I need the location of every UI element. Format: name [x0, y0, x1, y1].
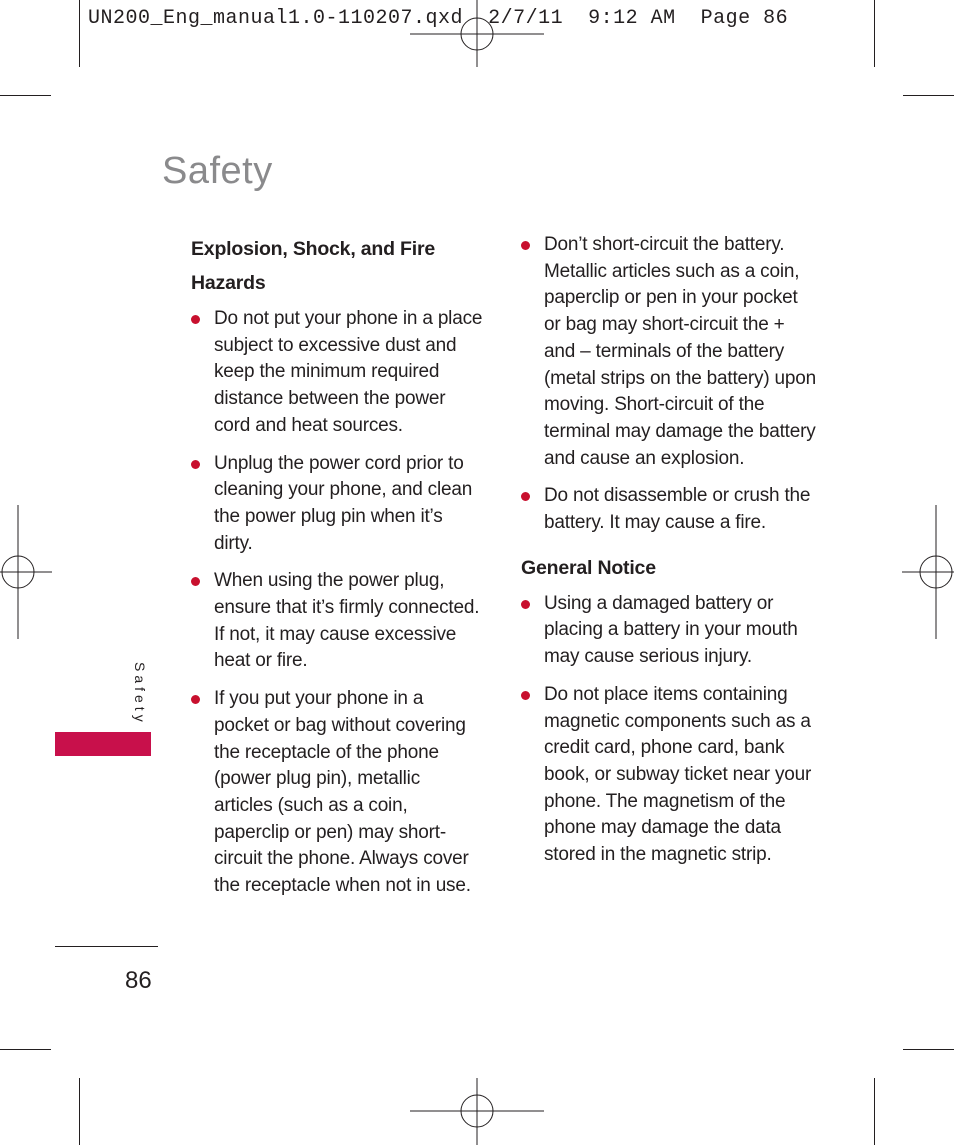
list-item-text: Do not put your phone in a place subject to excessive dust and keep the minimum required distance between the power cord and heat sources. — [214, 308, 483, 436]
crop-mark-bottom-right-h — [903, 1049, 954, 1050]
crop-mark-top-left-h — [0, 95, 51, 96]
list-item — [521, 232, 816, 472]
list-item-text: Unplug the power cord prior to cleaning your phone, and clean the power plug pin when it’s dirty. — [214, 452, 473, 554]
list-item — [191, 686, 483, 900]
registration-mark-right-icon — [902, 505, 954, 639]
section-heading-hazards: Explosion, Shock, and Fire Hazards — [191, 238, 436, 294]
list-item-text: When using the power plug, ensure that it’s firmly connected. If not, it may cause excessive heat or fire. — [214, 570, 480, 672]
list-item — [521, 682, 816, 869]
right-column — [521, 232, 816, 880]
crop-mark-top-left-v — [79, 0, 80, 67]
print-slug: UN200_Eng_manual1.0-110207.qxd 2/7/11 9:12 AM Page 86 — [88, 7, 789, 30]
bullet-icon — [191, 695, 200, 704]
page-number: 86 — [125, 967, 152, 994]
side-tab-bar — [55, 732, 151, 756]
list-item — [191, 451, 483, 558]
bullet-icon — [521, 241, 530, 250]
section-heading-general-notice: General Notice — [521, 556, 656, 579]
list-item — [521, 591, 816, 671]
general-notice-list — [521, 591, 816, 869]
battery-list — [521, 232, 816, 537]
crop-mark-bottom-left-h — [0, 1049, 51, 1050]
list-item — [191, 568, 483, 675]
list-item-text: Using a damaged battery or placing a battery in your mouth may cause serious injury. — [544, 592, 798, 668]
bullet-icon — [521, 492, 530, 501]
bullet-icon — [521, 600, 530, 609]
list-item-text: Do not disassemble or crush the battery. It may cause a fire. — [544, 485, 811, 534]
registration-mark-left-icon — [0, 505, 52, 639]
left-column — [191, 232, 483, 911]
list-item-text: Don’t short-circuit the battery. Metallic articles such as a coin, paperclip or pen in your pocket or bag may short-circuit the + and – terminals of the battery (metal strips on the battery) upon moving. Short-circuit of the terminal may damage the battery and cause an explosion. — [544, 234, 817, 469]
crop-mark-top-right-h — [903, 95, 954, 96]
page-number-rule — [55, 946, 158, 947]
bullet-icon — [191, 315, 200, 324]
bullet-icon — [191, 577, 200, 586]
crop-mark-bottom-right-v — [874, 1078, 875, 1145]
list-item-text: Do not place items containing magnetic components such as a credit card, phone card, bank book, or subway ticket near your phone. The magnetism of the phone may damage the data stored in the magnetic strip. — [544, 683, 812, 866]
hazards-list — [191, 306, 483, 900]
bullet-icon — [191, 460, 200, 469]
list-item-text: If you put your phone in a pocket or bag without covering the receptacle of the phone (power plug pin), metallic articles (such as a coin, paperclip or pen) may short-circuit the phone. Always cover the receptacle when not in use. — [214, 688, 471, 897]
registration-mark-top-icon — [410, 0, 544, 67]
list-item — [191, 306, 483, 440]
crop-mark-bottom-left-v — [79, 1078, 80, 1145]
page-title: Safety — [162, 150, 273, 192]
list-item — [521, 483, 816, 536]
bullet-icon — [521, 691, 530, 700]
registration-mark-bottom-icon — [410, 1078, 544, 1145]
side-tab-label: Safety — [132, 662, 148, 726]
crop-mark-top-right-v — [874, 0, 875, 67]
